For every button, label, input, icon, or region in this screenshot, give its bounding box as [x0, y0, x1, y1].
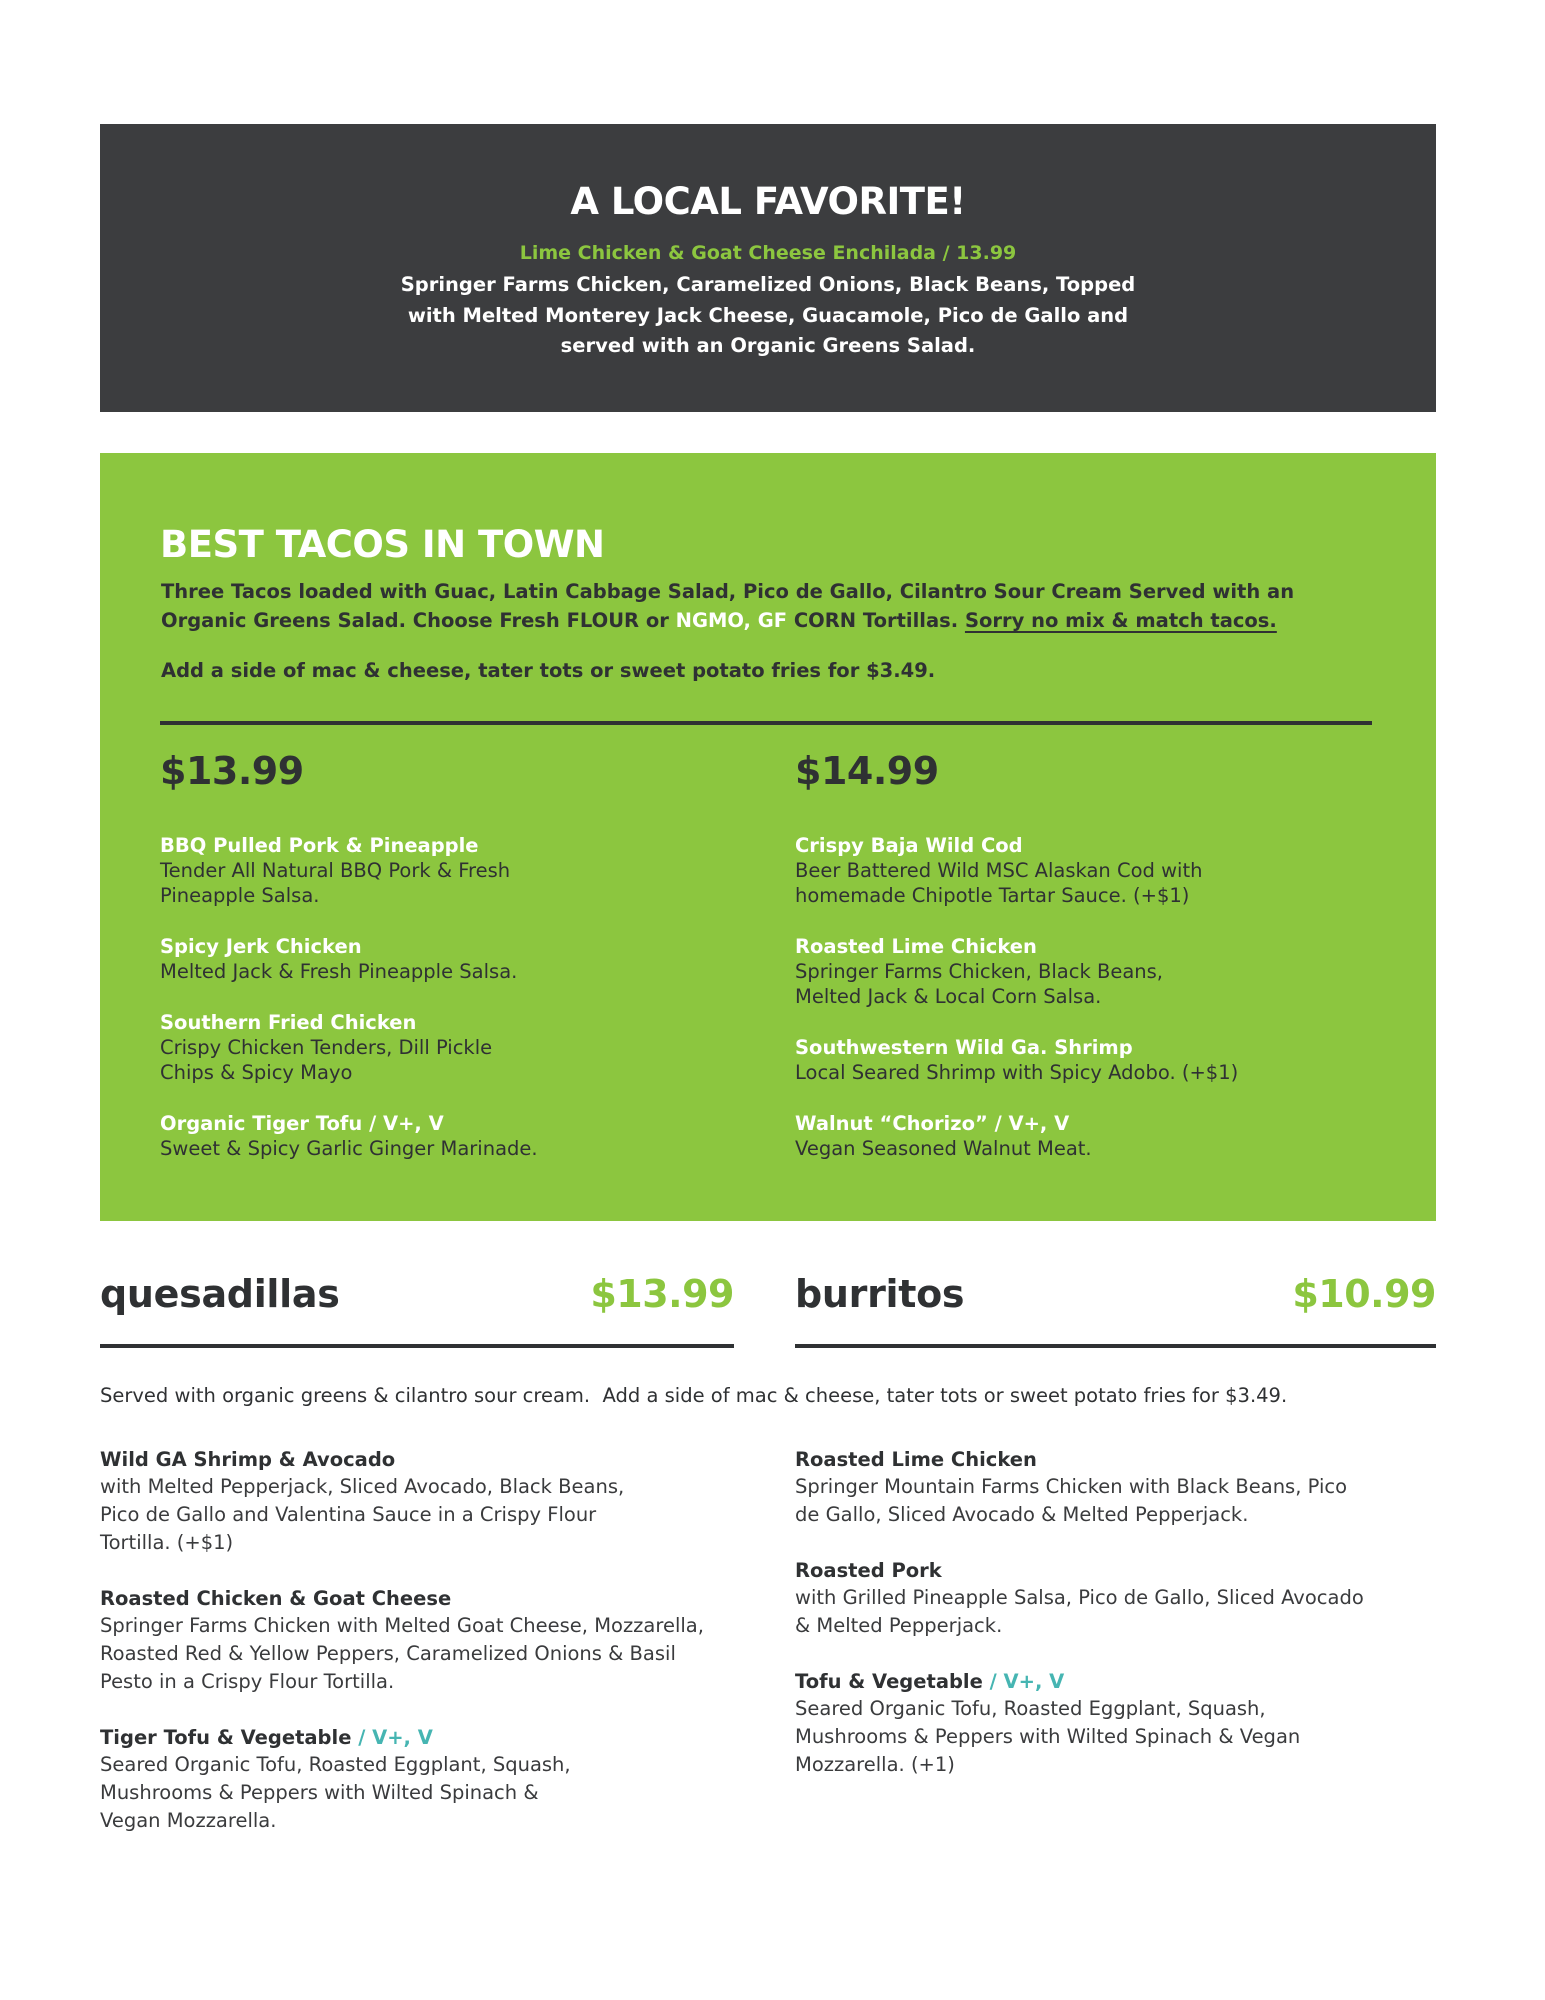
taco-item-description: Beer Battered Wild MSC Alaskan Cod with homemade Chipotle Tartar Sauce. (+$1) [795, 859, 1203, 907]
menu-item-title: Tofu & Vegetable [795, 1670, 983, 1693]
taco-item-description: Tender All Natural BBQ Pork & Fresh Pineapple Salsa. [160, 859, 511, 907]
taco-item-name: Crispy Baja Wild Cod [795, 834, 1023, 857]
tacos-intro-text: CORN Tortillas. [787, 609, 965, 632]
burritos-divider [795, 1344, 1436, 1348]
taco-item-description: Melted Jack & Fresh Pineapple Salsa. [160, 960, 518, 983]
local-favorite-desc-line: with Melted Monterey Jack Cheese, Guacamole, Pico de Gallo and [407, 303, 1129, 327]
burritos-price: $10.99 [1292, 1272, 1436, 1316]
diet-tag: / V+, V [351, 1726, 433, 1749]
tacos-title: BEST TACOS IN TOWN [160, 523, 605, 566]
tacos-no-mix-note: Sorry no mix & match tacos. [964, 609, 1277, 632]
served-with-note: Served with organic greens & cilantro sour cream. Add a side of mac & cheese, tater tots or sweet potato fries for $3.49. [100, 1384, 1288, 1407]
taco-item-name: Spicy Jerk Chicken [160, 935, 362, 958]
quesadillas-header [100, 1272, 734, 1320]
menu-item-description: Seared Organic Tofu, Roasted Eggplant, Squash, Mushrooms & Peppers with Wilted Spinach & Vegan Mozzarella. (+1) [795, 1697, 1301, 1776]
taco-item-name: Southwestern Wild Ga. Shrimp [795, 1036, 1133, 1059]
tacos-price: $13.99 [160, 749, 304, 793]
diet-tag: / V+, V [982, 1670, 1065, 1693]
burrito-menu-item [795, 1557, 1435, 1640]
quesadillas-price: $13.99 [590, 1272, 734, 1316]
quesadillas-divider [100, 1344, 734, 1348]
tacos-side-note: Add a side of mac & cheese, tater tots or sweet potato fries for $3.49. [161, 659, 936, 682]
taco-item-description: Local Seared Shrimp with Spicy Adobo. (+$1) [795, 1061, 1239, 1084]
taco-item-name: Walnut “Chorizo” / V+, V [795, 1112, 1070, 1135]
menu-item-title: Wild GA Shrimp & Avocado [100, 1448, 396, 1471]
taco-menu-item [795, 833, 1315, 908]
menu-item-name [100, 1446, 740, 1473]
tacos-price: $14.99 [795, 749, 939, 793]
taco-item-name: Roasted Lime Chicken [795, 935, 1037, 958]
taco-menu-item [795, 1035, 1315, 1085]
menu-item-name [795, 1557, 1435, 1584]
menu-item-description: with Melted Pepperjack, Sliced Avocado, Black Beans, Pico de Gallo and Valentina Sauce in a Crispy Flour Tortilla. (+$1) [100, 1475, 625, 1554]
tacos-section [100, 453, 1436, 1221]
tacos-intro-text: Three Tacos loaded with Guac, Latin Cabbage Salad, Pico de Gallo, Cilantro Sour Cream Served with an Organic Greens Salad. Choose Fresh FLOUR or [161, 580, 1295, 632]
taco-menu-item [795, 934, 1315, 1009]
menu-item-title: Roasted Chicken & Goat Cheese [100, 1587, 452, 1610]
local-favorite-title: A LOCAL FAVORITE! [570, 180, 966, 223]
menu-item-description: Springer Farms Chicken with Melted Goat Cheese, Mozzarella, Roasted Red & Yellow Peppers, Caramelized Onions & Basil Pesto in a Crispy Flour Tortilla. [100, 1614, 704, 1693]
taco-menu-item [160, 1111, 680, 1161]
tacos-column-1499 [795, 749, 1315, 1161]
tacos-divider [160, 721, 1372, 725]
menu-item-description: with Grilled Pineapple Salsa, Pico de Gallo, Sliced Avocado & Melted Pepperjack. [795, 1586, 1364, 1637]
quesadillas-title: quesadillas [100, 1272, 340, 1316]
taco-menu-item [160, 833, 680, 908]
tacos-intro [161, 577, 1381, 635]
taco-item-name: Southern Fried Chicken [160, 1011, 417, 1034]
burritos-title: burritos [795, 1272, 965, 1316]
quesadilla-menu-item [100, 1724, 740, 1835]
menu-item-name [100, 1585, 740, 1612]
burrito-menu-item [795, 1446, 1435, 1529]
taco-item-description: Crispy Chicken Tenders, Dill Pickle Chips & Spicy Mayo [160, 1036, 493, 1084]
taco-menu-item [160, 1010, 680, 1085]
taco-item-description: Vegan Seasoned Walnut Meat. [795, 1137, 1092, 1160]
local-favorite-description [100, 270, 1436, 362]
local-favorite-item: Lime Chicken & Goat Cheese Enchilada / 13.99 [519, 242, 1017, 264]
quesadilla-menu-item [100, 1446, 740, 1557]
menu-item-name [100, 1724, 740, 1751]
taco-menu-item [795, 1111, 1315, 1161]
local-favorite-desc-line: Springer Farms Chicken, Caramelized Onions, Black Beans, Topped [400, 273, 1136, 296]
taco-item-description: Sweet & Spicy Garlic Ginger Marinade. [160, 1137, 538, 1160]
menu-item-description: Springer Mountain Farms Chicken with Black Beans, Pico de Gallo, Sliced Avocado & Melted Pepperjack. [795, 1475, 1348, 1526]
burritos-list [795, 1446, 1435, 1807]
tacos-column-1399 [160, 749, 680, 1161]
menu-item-title: Tiger Tofu & Vegetable [100, 1726, 352, 1749]
menu-item-name [795, 1668, 1435, 1695]
quesadillas-list [100, 1446, 740, 1863]
menu-item-description: Seared Organic Tofu, Roasted Eggplant, Squash, Mushrooms & Peppers with Wilted Spinach & Vegan Mozzarella. [100, 1753, 571, 1832]
taco-item-name: BBQ Pulled Pork & Pineapple [160, 834, 479, 857]
taco-item-description: Springer Farms Chicken, Black Beans, Melted Jack & Local Corn Salsa. [795, 960, 1164, 1008]
menu-item-name [795, 1446, 1435, 1473]
local-favorite-banner [100, 124, 1436, 412]
taco-item-name: Organic Tiger Tofu / V+, V [160, 1112, 444, 1135]
burrito-menu-item [795, 1668, 1435, 1779]
taco-menu-item [160, 934, 680, 984]
tacos-intro-highlight: NGMO, GF [675, 609, 788, 632]
burritos-header [795, 1272, 1436, 1320]
menu-item-title: Roasted Lime Chicken [795, 1448, 1037, 1471]
quesadilla-menu-item [100, 1585, 740, 1696]
local-favorite-desc-line: served with an Organic Greens Salad. [560, 334, 976, 357]
menu-item-title: Roasted Pork [795, 1559, 942, 1582]
